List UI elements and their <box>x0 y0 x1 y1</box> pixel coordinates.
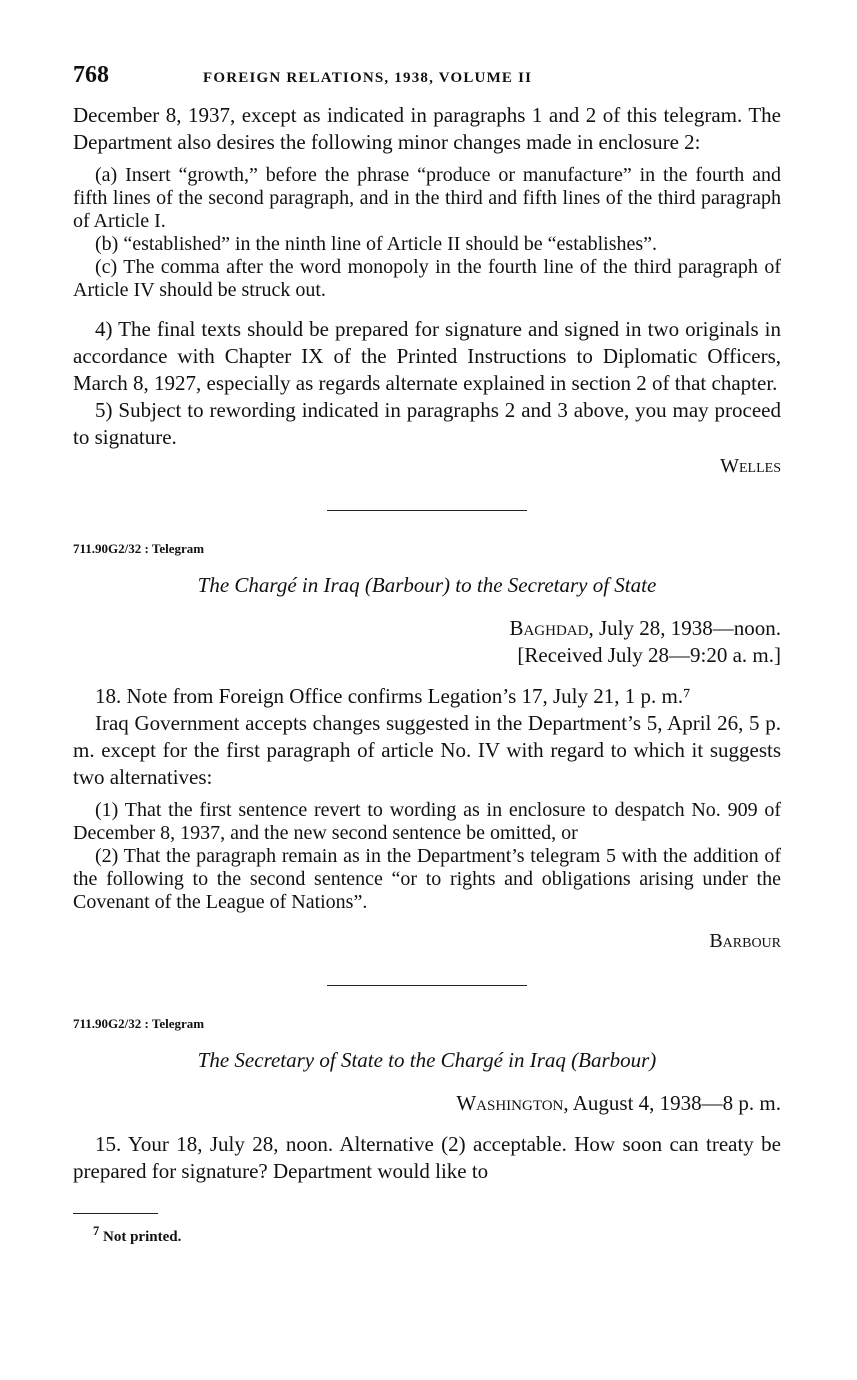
document-page <box>73 62 781 1246</box>
paragraph: Iraq Government accepts changes suggested in the Department’s 5, April 26, 5 p. m. except for the first paragraph of article No. IV with regard to which it suggests two alternatives: <box>73 711 781 789</box>
footnote <box>73 1224 781 1246</box>
page-header <box>73 62 781 102</box>
list-item: (1) That the first sentence revert to wording as in enclosure to despatch No. 909 of December 8, 1937, and the new second sentence be omitted, or <box>73 799 781 844</box>
dateline <box>73 1090 781 1117</box>
place: Baghdad, <box>509 616 594 640</box>
paragraph: 4) The final texts should be prepared for signature and signed in two originals in accordance with Chapter IX of the Printed Instructions to Diplomatic Officers, March 8, 1927, especially as regards alternate explained in section 2 of that chapter. <box>73 317 781 395</box>
document-id: 711.90G2/32 : Telegram <box>73 541 205 556</box>
place: Washington, <box>456 1091 569 1115</box>
received-note: [Received July 28—9:20 a. m.] <box>517 643 781 667</box>
paragraph: 18. Note from Foreign Office confirms Legation’s 17, July 21, 1 p. m.⁷ <box>95 684 691 708</box>
section-divider <box>327 985 527 986</box>
running-title: FOREIGN RELATIONS, 1938, VOLUME II <box>203 70 533 86</box>
section-divider <box>327 510 527 511</box>
list-item: (2) That the paragraph remain as in the Department’s telegram 5 with the addition of the following to the second sentence “or to rights and obligations arising under the Covenant of the League of Nations”. <box>73 845 781 913</box>
list-item: (b) “established” in the ninth line of Article II should be “establishes”. <box>95 233 658 255</box>
document-title: The Chargé in Iraq (Barbour) to the Secretary of State <box>197 573 657 597</box>
document-title: The Secretary of State to the Chargé in Iraq (Barbour) <box>197 1048 657 1072</box>
paragraph: December 8, 1937, except as indicated in paragraphs 1 and 2 of this telegram. The Department also desires the following minor changes made in enclosure 2: <box>73 103 781 154</box>
date: July 28, 1938—noon. <box>598 616 781 640</box>
paragraph: 15. Your 18, July 28, noon. Alternative (2) acceptable. How soon can treaty be prepared for signature? Department would like to <box>73 1132 781 1183</box>
paragraph: 5) Subject to rewording indicated in paragraphs 2 and 3 above, you may proceed to signature. <box>73 398 781 449</box>
list-item: (a) Insert “growth,” before the phrase “produce or manufacture” in the fourth and fifth lines of the second paragraph, and in the third and fifth lines of the third paragraph of Article I. <box>73 164 781 232</box>
footnote-rule <box>73 1213 158 1214</box>
footnote-text: Not printed. <box>103 1229 182 1245</box>
signature: Welles <box>720 455 781 477</box>
signature: Barbour <box>709 930 781 952</box>
page-number: 768 <box>73 62 109 88</box>
date: August 4, 1938—8 p. m. <box>572 1091 781 1115</box>
list-item: (c) The comma after the word monopoly in the fourth line of the third paragraph of Article IV should be struck out. <box>73 256 781 301</box>
document-id: 711.90G2/32 : Telegram <box>73 1016 205 1031</box>
dateline <box>73 615 781 642</box>
footnote-marker: 7 <box>93 1224 100 1238</box>
